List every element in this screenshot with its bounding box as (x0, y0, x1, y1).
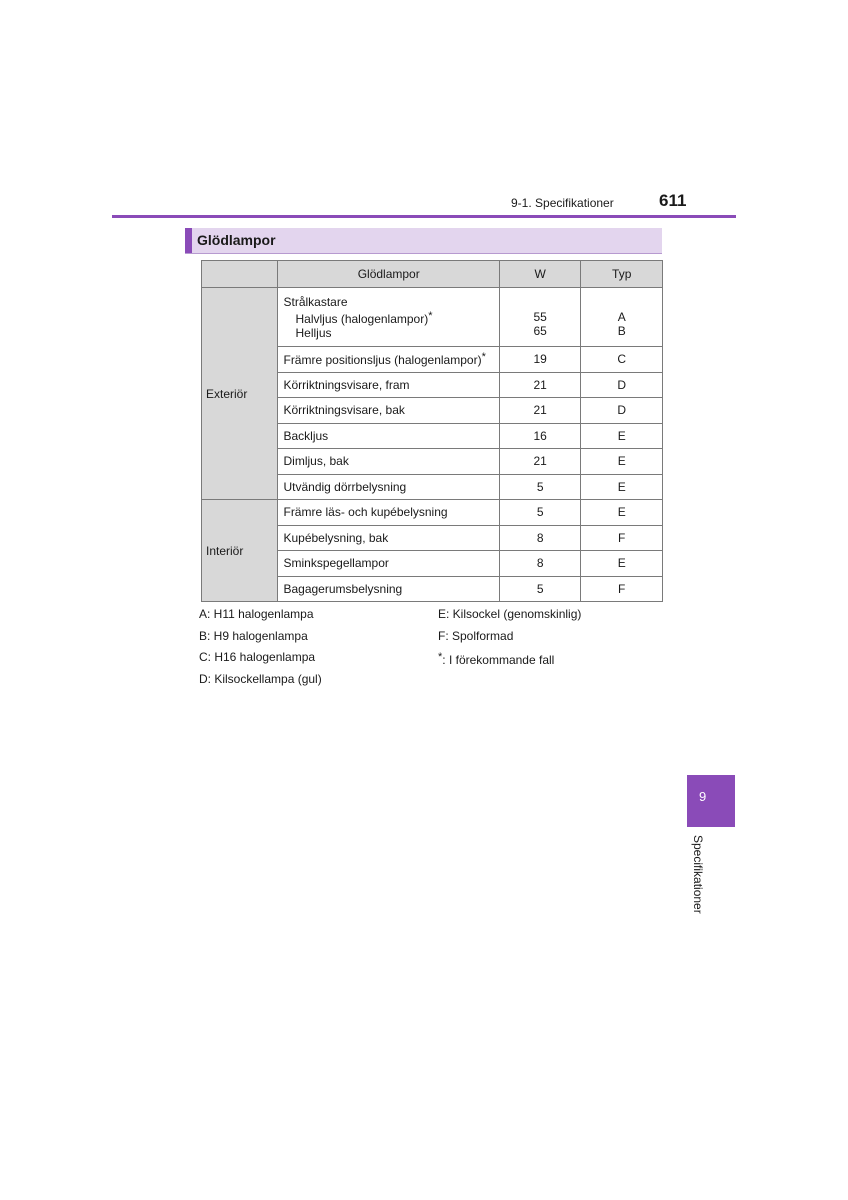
column-header-group (202, 261, 278, 288)
bulb-name: Främre läs- och kupébelysning (278, 500, 499, 526)
legend-left (199, 604, 322, 690)
section-heading: Glödlampor (197, 232, 276, 248)
high-beam-name: Helljus (295, 325, 332, 340)
bulb-watt: 5 (499, 576, 581, 602)
bulb-watt: 19 (499, 347, 581, 373)
chapter-tab (687, 775, 735, 827)
bulb-name: Utvändig dörrbelysning (278, 474, 499, 500)
bulb-type: E (581, 423, 663, 449)
bulb-type: D (581, 372, 663, 398)
footnote-star: * (428, 309, 433, 322)
footnote-text: : I förekommande fall (442, 653, 555, 667)
legend-item: F: Spolformad (438, 628, 514, 643)
bulb-watt: 16 (499, 423, 581, 449)
page-number: 611 (659, 191, 687, 210)
bulb-watt: 5 (499, 500, 581, 526)
low-beam-name: Halvljus (halogenlampor) (295, 311, 429, 326)
legend-right (438, 604, 581, 672)
bulb-table (201, 260, 663, 602)
section-title: 9-1. Specifikationer (511, 196, 614, 210)
page-header (0, 188, 848, 220)
bulb-name: Dimljus, bak (278, 449, 499, 475)
footnote-star: * (438, 651, 443, 663)
group-label-exterior: Exteriör (202, 288, 278, 500)
table-row (202, 500, 663, 526)
bulb-name: Körriktningsvisare, bak (278, 398, 499, 424)
low-beam-watt: 55 (533, 310, 547, 324)
bulb-watt: 21 (499, 372, 581, 398)
bulb-type: E (581, 500, 663, 526)
bulb-watt: 8 (499, 525, 581, 551)
table-header-row (202, 261, 663, 288)
bulb-type: E (581, 449, 663, 475)
legend-item-footnote (438, 647, 581, 672)
bulb-watt (499, 288, 581, 347)
bulb-watt: 21 (499, 449, 581, 475)
footnote-star: * (481, 351, 486, 364)
bulb-type: F (581, 576, 663, 602)
legend-item: A: H11 halogenlampa (199, 607, 314, 621)
bulb-name: Bagagerumsbelysning (278, 576, 499, 602)
bulb-watt: 21 (499, 398, 581, 424)
section-heading-bar (185, 228, 662, 254)
heading-accent (185, 228, 192, 253)
high-beam-type: B (617, 324, 626, 338)
column-header-type: Typ (581, 261, 663, 288)
low-beam-type: A (617, 310, 626, 324)
bulb-type: E (581, 474, 663, 500)
bulb-type (581, 288, 663, 347)
legend-item: E: Kilsockel (genomskinlig) (438, 607, 582, 621)
low-beam-line (283, 309, 493, 326)
high-beam-watt: 65 (533, 324, 547, 338)
table-row (202, 288, 663, 347)
legend-item: B: H9 halogenlampa (199, 628, 308, 643)
bulb-name: Backljus (278, 423, 499, 449)
chapter-side-label: Specifikationer (691, 835, 705, 914)
bulb-watt: 5 (499, 474, 581, 500)
bulb-type: F (581, 525, 663, 551)
headlamp-title: Strålkastare (283, 294, 348, 309)
bulb-type: E (581, 551, 663, 577)
bulb-type: D (581, 398, 663, 424)
group-label-interior: Interiör (202, 500, 278, 602)
bulb-watt: 8 (499, 551, 581, 577)
chapter-number: 9 (699, 789, 707, 804)
column-header-watt: W (499, 261, 581, 288)
bulb-name (278, 288, 499, 347)
bulb-type: C (581, 347, 663, 373)
header-rule (112, 215, 736, 218)
bulb-name: Sminkspegellampor (278, 551, 499, 577)
bulb-name: Kupébelysning, bak (278, 525, 499, 551)
legend-item: C: H16 halogenlampa (199, 650, 316, 664)
bulb-name: Körriktningsvisare, fram (278, 372, 499, 398)
column-header-bulbs: Glödlampor (278, 261, 499, 288)
bulb-name: Främre positionsljus (halogenlampor)* (278, 347, 499, 373)
legend-item: D: Kilsockellampa (gul) (199, 671, 322, 686)
